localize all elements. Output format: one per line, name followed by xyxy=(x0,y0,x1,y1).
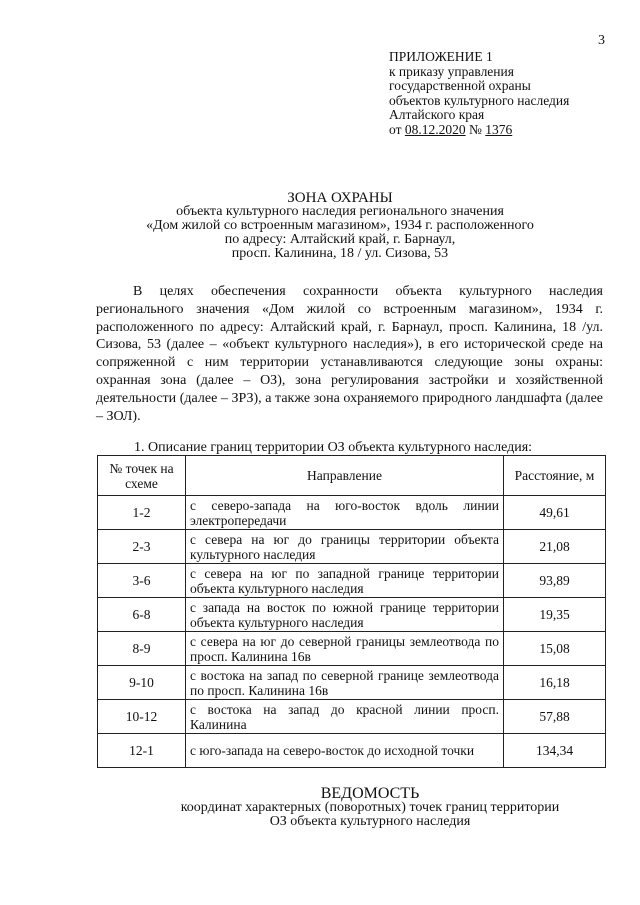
order-date-line xyxy=(389,123,629,138)
cell-points: 8-9 xyxy=(98,632,186,666)
cell-points: 3-6 xyxy=(98,564,186,598)
cell-points: 10-12 xyxy=(98,700,186,734)
cell-direction: с востока на запад по северной границе землеотвода по просп. Калинина 16в xyxy=(186,666,504,700)
cell-distance: 134,34 xyxy=(504,734,606,768)
zone-subtitle-line: объекта культурного наследия регионального значения xyxy=(176,204,504,219)
intro-paragraph: В целях обеспечения сохранности объекта культурного наследия регионального значения «Дом жилой со встроенным магазином», 1934 г. расположенного по адресу: Алтайский край, г. Барнаул, просп. Калинина, 18 /ул. Сизова, 53 (далее – «объект культурного наследия»), в его исторической среде на сопряженной с ним территории устанавливаются следующие зоны охраны: охранная зона (далее – ОЗ), зона регулирования застройки и хозяйственной деятельности (далее – ЗРЗ), а также зона охраняемого природного ландшафта (далее – ЗОЛ). xyxy=(96,284,603,424)
cell-direction: с запада на восток по южной границе территории объекта культурного наследия xyxy=(186,598,504,632)
zone-heading xyxy=(0,191,640,261)
table-header-row xyxy=(98,456,606,496)
cell-direction: с северо-запада на юго-восток вдоль линии электропередачи xyxy=(186,496,504,530)
cell-direction: с севера на юг до северной границы землеотвода по просп. Калинина 16в xyxy=(186,632,504,666)
table-row xyxy=(98,734,606,768)
date-prefix: от xyxy=(389,121,402,137)
statement-title: ВЕДОМОСТЬ xyxy=(320,785,420,802)
boundary-table xyxy=(97,455,606,768)
table-row xyxy=(98,530,606,564)
header-direction: Направление xyxy=(186,456,504,496)
cell-points: 1-2 xyxy=(98,496,186,530)
header-points: № точек на схеме xyxy=(98,456,186,496)
appendix-line: государственной охраны xyxy=(389,78,531,93)
cell-distance: 16,18 xyxy=(504,666,606,700)
table-row xyxy=(98,598,606,632)
cell-distance: 57,88 xyxy=(504,700,606,734)
appendix-block xyxy=(389,50,629,137)
cell-distance: 93,89 xyxy=(504,564,606,598)
cell-points: 12-1 xyxy=(98,734,186,768)
order-number: 1376 xyxy=(485,121,513,137)
zone-subtitle-line: «Дом жилой со встроенным магазином», 1934 г. расположенного xyxy=(146,218,534,233)
cell-direction: с востока на запад до красной линии просп. Калинина xyxy=(186,700,504,734)
cell-distance: 19,35 xyxy=(504,598,606,632)
header-distance: Расстояние, м xyxy=(504,456,606,496)
appendix-line: Алтайского края xyxy=(389,107,485,122)
table-row xyxy=(98,666,606,700)
section-title: 1. Описание границ территории ОЗ объекта культурного наследия: xyxy=(134,440,533,455)
cell-direction: с севера на юг до границы территории объекта культурного наследия xyxy=(186,530,504,564)
appendix-title: ПРИЛОЖЕНИЕ 1 xyxy=(389,49,493,64)
table-row xyxy=(98,632,606,666)
zone-subtitle-line: по адресу: Алтайский край, г. Барнаул, xyxy=(224,232,456,247)
statement-heading xyxy=(0,787,640,829)
cell-direction: с севера на юг по западной границе территории объекта культурного наследия xyxy=(186,564,504,598)
cell-points: 9-10 xyxy=(98,666,186,700)
cell-points: 6-8 xyxy=(98,598,186,632)
zone-subtitle-line: просп. Калинина, 18 / ул. Сизова, 53 xyxy=(231,246,449,261)
cell-distance: 15,08 xyxy=(504,632,606,666)
appendix-line: объектов культурного наследия xyxy=(389,92,570,108)
table-row xyxy=(98,496,606,530)
cell-distance: 21,08 xyxy=(504,530,606,564)
table-row xyxy=(98,564,606,598)
number-prefix: № xyxy=(468,121,482,137)
appendix-line: к приказу управления xyxy=(389,63,514,79)
statement-subtitle-line: координат характерных (поворотных) точек границ территории xyxy=(180,800,560,815)
page-number: 3 xyxy=(598,33,605,48)
cell-direction: с юго-запада на северо-восток до исходной точки xyxy=(186,734,504,768)
order-date: 08.12.2020 xyxy=(404,121,466,137)
cell-distance: 49,61 xyxy=(504,496,606,530)
table-row xyxy=(98,700,606,734)
statement-subtitle-line: ОЗ объекта культурного наследия xyxy=(269,814,471,829)
cell-points: 2-3 xyxy=(98,530,186,564)
zone-title: ЗОНА ОХРАНЫ xyxy=(287,190,393,206)
